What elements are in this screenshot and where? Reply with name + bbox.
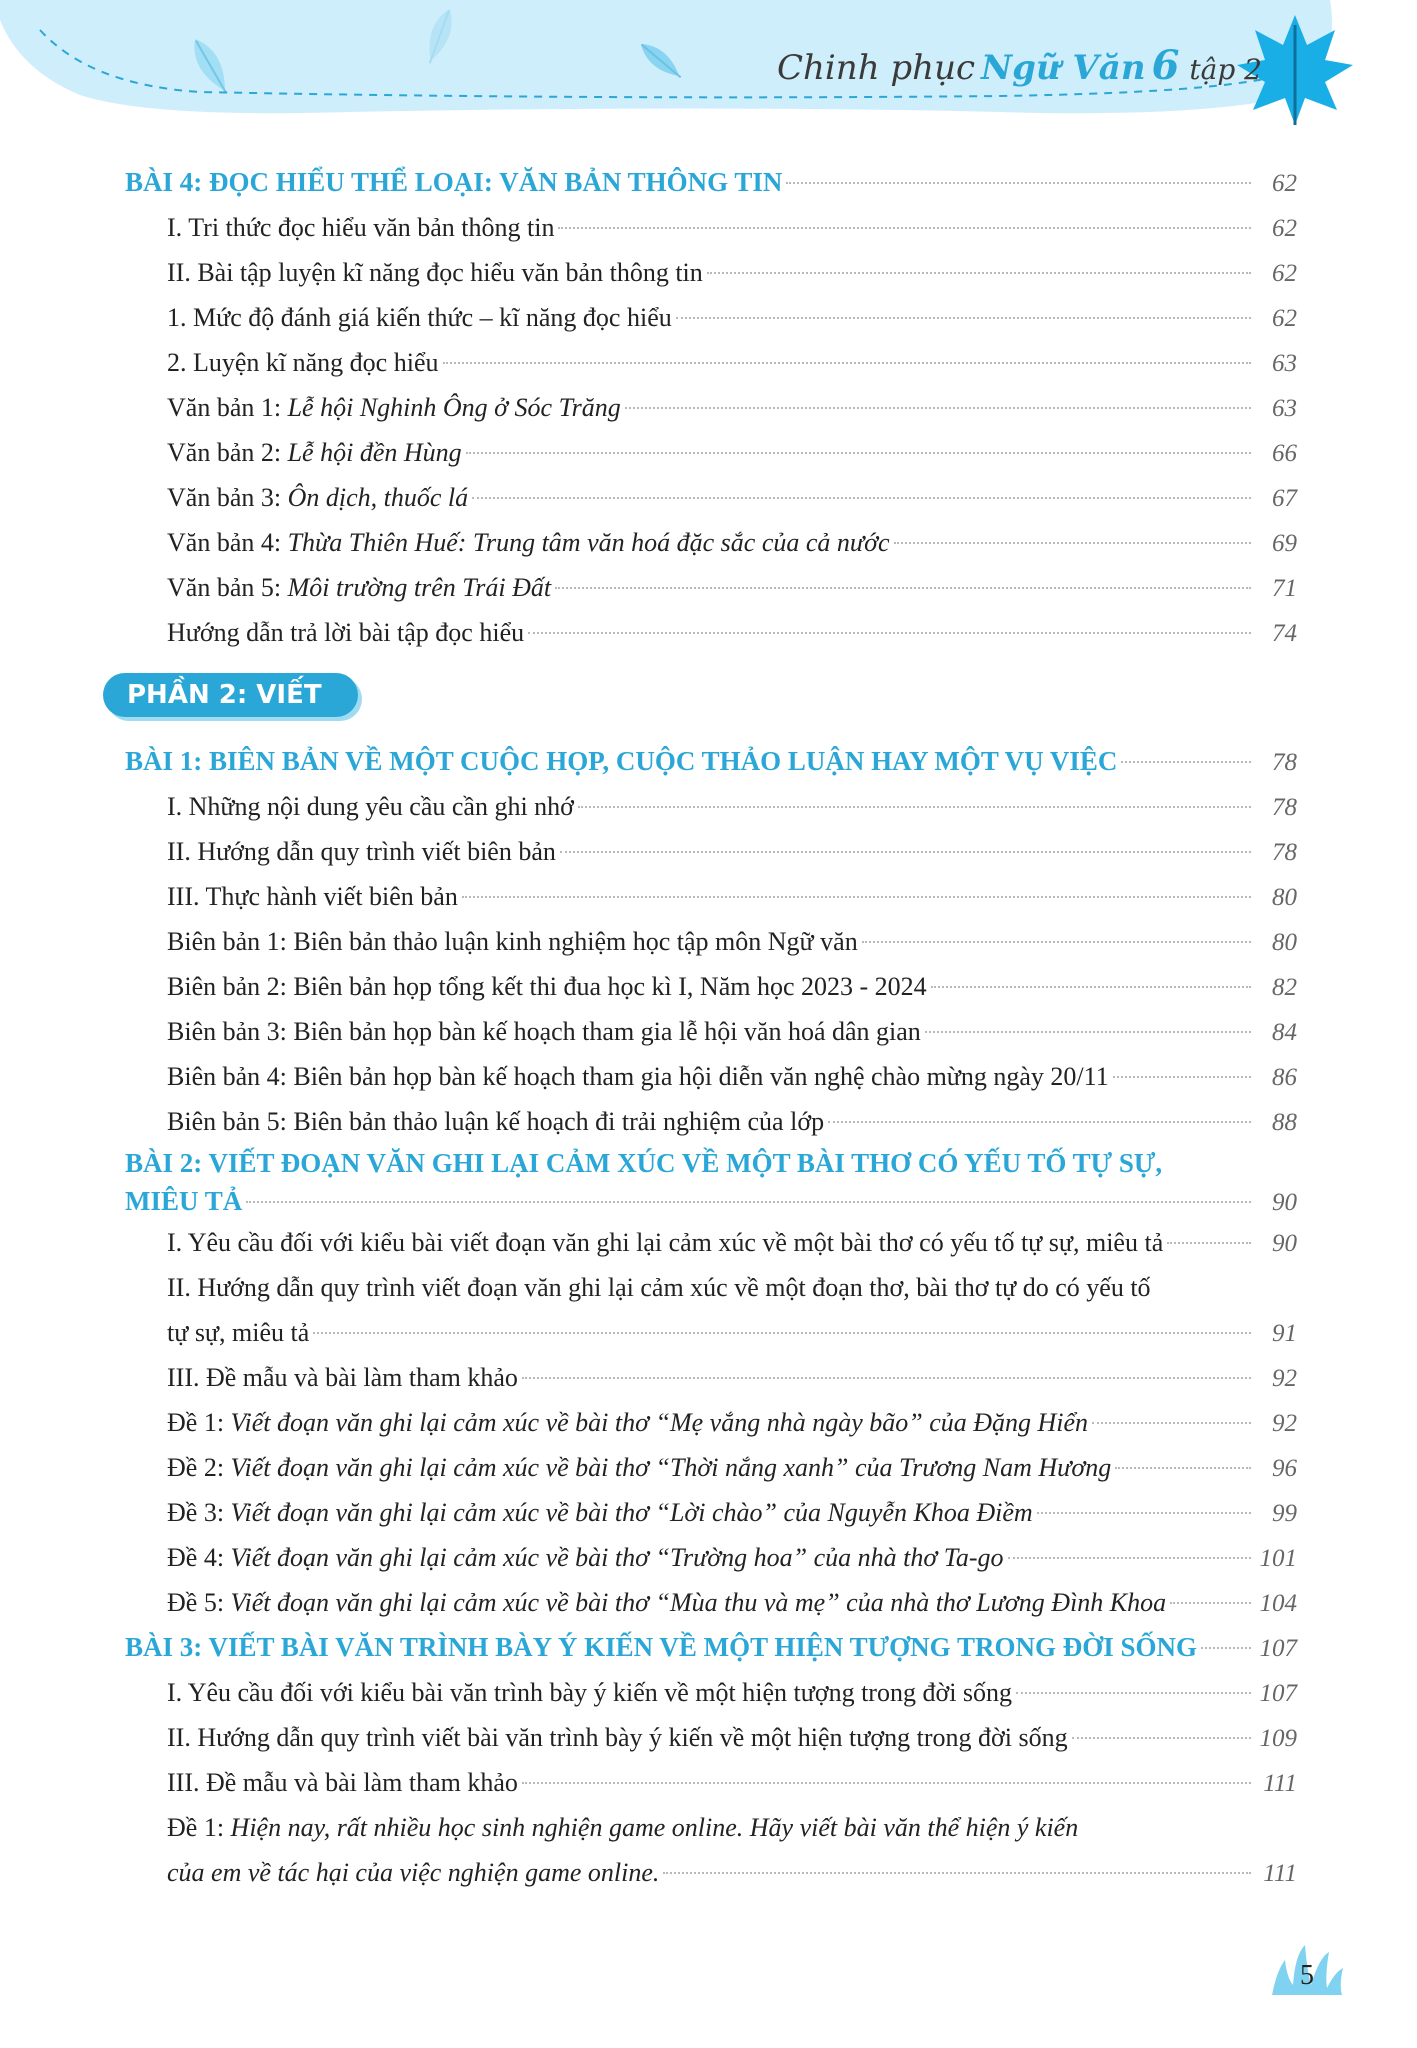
table-of-contents — [125, 160, 1297, 1895]
toc-item[interactable]: 2. Luyện kĩ năng đọc hiểu 63 — [167, 348, 1297, 377]
toc-item[interactable]: Đề 3: Viết đoạn văn ghi lại cảm xúc về bài thơ “Lời chào” của Nguyễn Khoa Điềm 99 — [167, 1498, 1297, 1527]
toc-item-line1[interactable]: Đề 1: Hiện nay, rất nhiều học sinh nghiện game online. Hãy viết bài văn thể hiện ý kiến — [167, 1813, 1079, 1842]
toc-heading-writing1[interactable]: BÀI 1: BIÊN BẢN VỀ MỘT CUỘC HỌP, CUỘC THẢO LUẬN HAY MỘT VỤ VIỆC 78 — [125, 746, 1297, 776]
toc-item[interactable]: Biên bản 5: Biên bản thảo luận kế hoạch đi trải nghiệm của lớp 88 — [167, 1107, 1297, 1136]
toc-item[interactable]: Văn bản 4: Thừa Thiên Huế: Trung tâm văn hoá đặc sắc của cả nước 69 — [167, 528, 1297, 557]
toc-item[interactable]: Văn bản 3: Ôn dịch, thuốc lá 67 — [167, 483, 1297, 512]
toc-item[interactable]: Đề 4: Viết đoạn văn ghi lại cảm xúc về bài thơ “Trường hoa” của nhà thơ Ta-go 101 — [167, 1543, 1297, 1572]
toc-item[interactable]: Biên bản 3: Biên bản họp bàn kế hoạch tham gia lễ hội văn hoá dân gian 84 — [167, 1017, 1297, 1046]
toc-item[interactable]: Đề 5: Viết đoạn văn ghi lại cảm xúc về bài thơ “Mùa thu và mẹ” của nhà thơ Lương Đình Khoa 104 — [167, 1588, 1297, 1617]
toc-item[interactable]: II. Bài tập luyện kĩ năng đọc hiểu văn bản thông tin 62 — [167, 258, 1297, 287]
toc-item[interactable]: của em về tác hại của việc nghiện game online. 111 — [167, 1858, 1297, 1887]
toc-item[interactable]: Biên bản 4: Biên bản họp bàn kế hoạch tham gia hội diễn văn nghệ chào mừng ngày 20/11 86 — [167, 1062, 1297, 1091]
part2-badge: PHẦN 2: VIẾT — [103, 673, 358, 717]
toc-item[interactable]: I. Yêu cầu đối với kiểu bài viết đoạn văn ghi lại cảm xúc về một bài thơ có yếu tố tự sự, miêu tả 90 — [167, 1228, 1297, 1257]
toc-item[interactable]: Văn bản 2: Lễ hội đền Hùng 66 — [167, 438, 1297, 467]
toc-heading-lesson4[interactable]: BÀI 4: ĐỌC HIỂU THỂ LOẠI: VĂN BẢN THÔNG TIN 62 — [125, 167, 1297, 197]
toc-item[interactable]: III. Đề mẫu và bài làm tham khảo 92 — [167, 1363, 1297, 1392]
toc-heading-writing2-line1[interactable]: BÀI 2: VIẾT ĐOẠN VĂN GHI LẠI CẢM XÚC VỀ MỘT BÀI THƠ CÓ YẾU TỐ TỰ SỰ, — [125, 1148, 1163, 1178]
page-number: 5 — [1267, 1940, 1347, 2000]
series-volume: tập 2 — [1189, 53, 1262, 86]
toc-item-line1[interactable]: II. Hướng dẫn quy trình viết đoạn văn ghi lại cảm xúc về một đoạn thơ, bài thơ tự do có yếu tố — [167, 1273, 1151, 1302]
toc-item[interactable]: II. Hướng dẫn quy trình viết biên bản 78 — [167, 837, 1297, 866]
toc-item[interactable]: I. Tri thức đọc hiểu văn bản thông tin 62 — [167, 213, 1297, 242]
toc-item[interactable]: Biên bản 2: Biên bản họp tổng kết thi đua học kì I, Năm học 2023 - 2024 82 — [167, 972, 1297, 1001]
toc-item[interactable]: III. Đề mẫu và bài làm tham khảo 111 — [167, 1768, 1297, 1797]
toc-item[interactable]: II. Hướng dẫn quy trình viết bài văn trình bày ý kiến về một hiện tượng trong đời sống 109 — [167, 1723, 1297, 1752]
page-header — [0, 0, 1417, 125]
toc-item[interactable]: III. Thực hành viết biên bản 80 — [167, 882, 1297, 911]
toc-item[interactable]: I. Những nội dung yêu cầu cần ghi nhớ 78 — [167, 792, 1297, 821]
toc-item[interactable]: Hướng dẫn trả lời bài tập đọc hiểu 74 — [167, 618, 1297, 647]
series-prefix: Chinh phục — [777, 48, 976, 88]
toc-item[interactable]: Đề 2: Viết đoạn văn ghi lại cảm xúc về bài thơ “Thời nắng xanh” của Trương Nam Hương 96 — [167, 1453, 1297, 1482]
toc-heading-writing3[interactable]: BÀI 3: VIẾT BÀI VĂN TRÌNH BÀY Ý KIẾN VỀ MỘT HIỆN TƯỢNG TRONG ĐỜI SỐNG 107 — [125, 1632, 1297, 1662]
toc-item[interactable]: Biên bản 1: Biên bản thảo luận kinh nghiệm học tập môn Ngữ văn 80 — [167, 927, 1297, 956]
toc-item[interactable]: Đề 1: Viết đoạn văn ghi lại cảm xúc về bài thơ “Mẹ vắng nhà ngày bão” của Đặng Hiển 92 — [167, 1408, 1297, 1437]
series-grade: 6 — [1151, 42, 1180, 89]
toc-item[interactable]: Văn bản 1: Lễ hội Nghinh Ông ở Sóc Trăng 63 — [167, 393, 1297, 422]
series-subject: Ngữ Văn — [981, 48, 1146, 88]
toc-item[interactable]: 1. Mức độ đánh giá kiến thức – kĩ năng đọc hiểu 62 — [167, 303, 1297, 332]
toc-item[interactable]: Văn bản 5: Môi trường trên Trái Đất 71 — [167, 573, 1297, 602]
toc-item[interactable]: I. Yêu cầu đối với kiểu bài văn trình bày ý kiến về một hiện tượng trong đời sống 107 — [167, 1678, 1297, 1707]
series-title — [777, 42, 1262, 89]
toc-item[interactable]: tự sự, miêu tả 91 — [167, 1318, 1297, 1347]
toc-heading-writing2[interactable]: MIÊU TẢ 90 — [125, 1186, 1297, 1216]
